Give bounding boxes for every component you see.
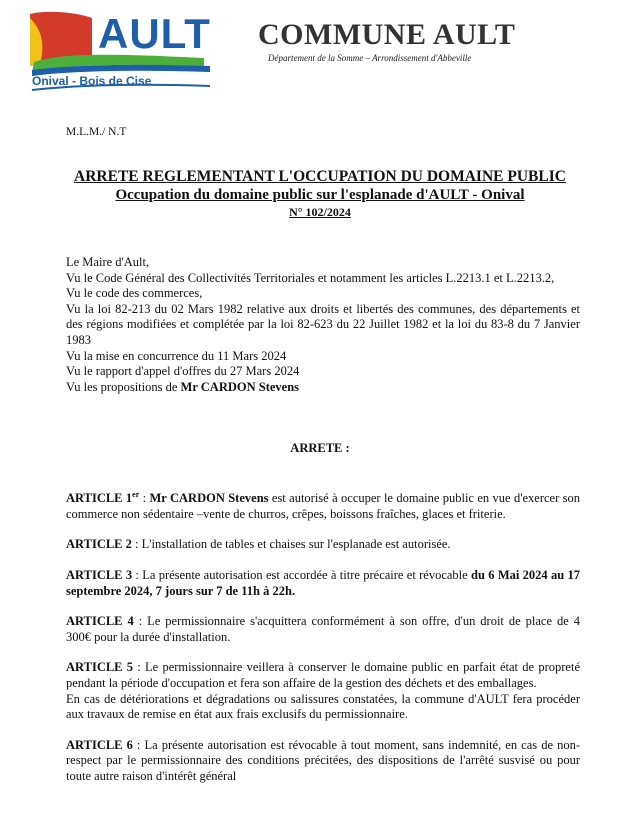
preamble (66, 255, 580, 395)
article-6-label: ARTICLE 6 (66, 737, 133, 752)
preamble-vu-2: Vu le code des commerces, (66, 286, 203, 301)
article-1-sep: : (139, 491, 150, 506)
article-4 (66, 614, 580, 645)
ault-logo (26, 8, 216, 94)
logo-subtitle: Onival - Bois de Cise (32, 74, 152, 88)
article-6 (66, 738, 580, 785)
article-1-label: ARTICLE 1 (66, 491, 133, 506)
document-titles (0, 168, 640, 220)
article-2-label: ARTICLE 2 (66, 537, 132, 552)
department-line: Département de la Somme – Arrondissement d'Abbeville (268, 53, 472, 63)
decree-number: N° 102/2024 (289, 205, 351, 219)
article-5 (66, 660, 580, 691)
article-1-sup: er (132, 490, 140, 499)
main-title: ARRETE REGLEMENTANT L'OCCUPATION DU DOMAINE PUBLIC (74, 168, 566, 185)
article-3-text: : La présente autorisation est accordée à titre précaire et révocable (132, 567, 472, 582)
preamble-vu-4: Vu la mise en concurrence du 11 Mars 2024 (66, 348, 287, 363)
preamble-maire: Le Maire d'Ault, (66, 255, 150, 269)
article-6-text: : La présente autorisation est révocable à tout moment, sans indemnité, en cas de non-respect par le permissionnaire des conditions précitées, des dispositions de l'arrêté susvisé ou pour toute autre raison d'intérêt général (66, 737, 580, 783)
vu6-prefix: Vu les propositions de (66, 379, 181, 394)
preamble-vu-5: Vu le rapport d'appel d'offres du 27 Mars 2024 (66, 364, 300, 379)
vu6-name: Mr CARDON Stevens (180, 379, 300, 394)
logo-text: AULT (98, 10, 211, 57)
article-5-label: ARTICLE 5 (66, 660, 134, 675)
arrete-heading: ARRETE : (290, 441, 350, 455)
subject-title: Occupation du domaine public sur l'esplanade d'AULT - Onival (115, 187, 525, 203)
article-5-continued: En cas de détériorations et dégradations ou salissures constatées, la commune d'AULT fera procéder aux travaux de remise en état aux frais exclusifs du permissionnaire. (66, 691, 580, 722)
article-4-text: : Le permissionnaire s'acquittera conformément à son offre, d'un droit de place de 4 300€ pour la durée d'installation. (66, 614, 580, 644)
article-1 (66, 487, 580, 522)
reference-code: M.L.M./ N.T (66, 126, 127, 138)
article-2 (66, 537, 580, 553)
articles (66, 487, 580, 784)
article-5-text: : Le permissionnaire veillera à conserver le domaine public en parfait état de propreté pendant la période d'occupation et fera son affaire de la gestion des déchets et des emballages. (66, 660, 580, 690)
article-3-label: ARTICLE 3 (66, 567, 133, 582)
article-3 (66, 568, 580, 599)
commune-title: COMMUNE AULT (258, 18, 516, 51)
preamble-vu-3: Vu la loi 82-213 du 02 Mars 1982 relative aux droits et libertés des communes, des départements et des régions modifiées et complétée par la loi 82-623 du 22 Juillet 1982 et la loi du 83-8 du 7 Janvier 1983 (66, 301, 580, 347)
article-1-text: est autorisé à occuper le domaine public en vue d'exercer son commerce non sédentaire –vente de churros, crêpes, boissons fraîches, glaces et friterie. (66, 491, 580, 521)
article-2-text: : L'installation de tables et chaises sur l'esplanade est autorisée. (131, 537, 451, 552)
article-1-name: Mr CARDON Stevens (149, 491, 269, 506)
preamble-vu-6 (66, 380, 580, 396)
article-4-label: ARTICLE 4 (66, 614, 134, 629)
preamble-vu-1: Vu le Code Général des Collectivités Territoriales et notamment les articles L.2213.1 et L.2213.2, (66, 270, 555, 285)
article-3-dates: du 6 Mai 2024 au 17 septembre 2024, 7 jours sur 7 de 11h à 22h. (66, 567, 580, 598)
